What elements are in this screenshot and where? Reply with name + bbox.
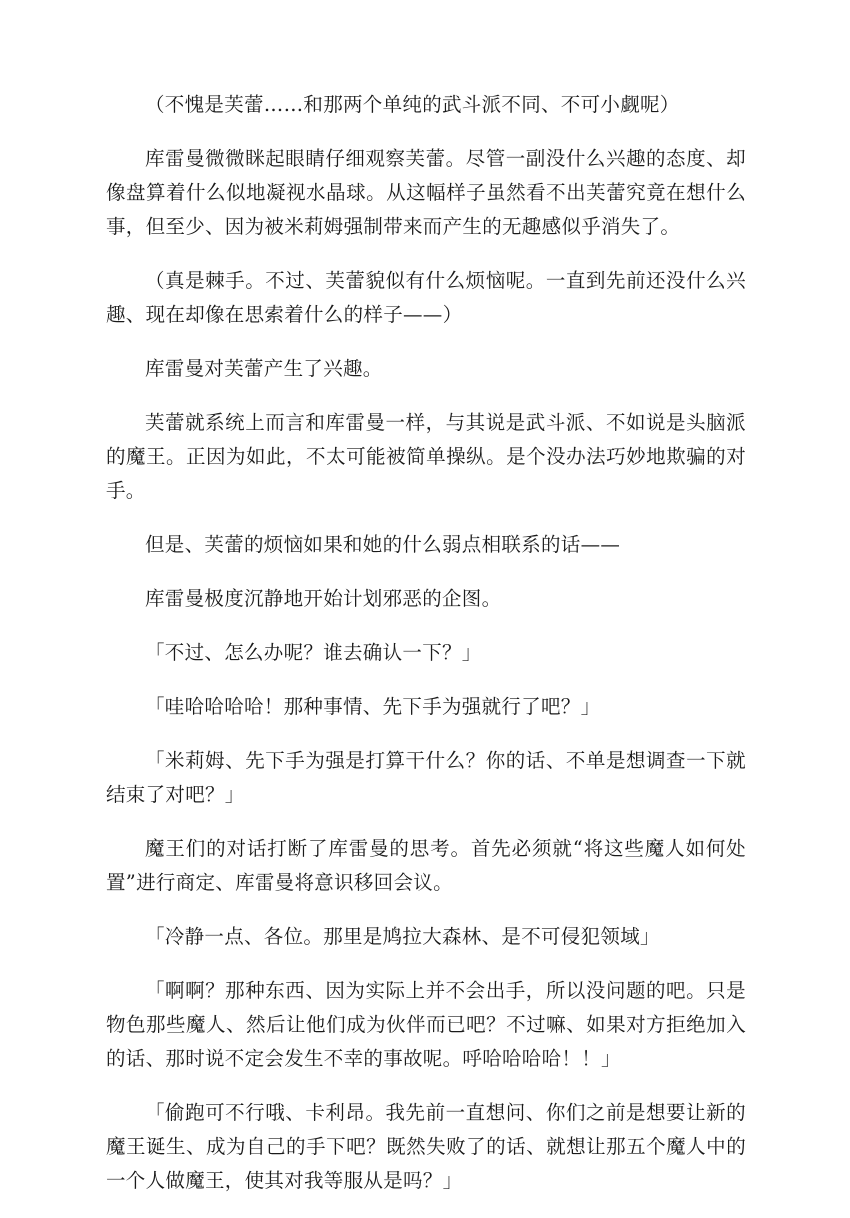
paragraph: 「米莉姆、先下手为强是打算干什么？你的话、不单是想调查一下就结束了对吧？」 xyxy=(106,749,746,806)
paragraph: 库雷曼极度沉静地开始计划邪恶的企图。 xyxy=(145,587,502,610)
paragraph: 「不过、怎么办呢？谁去确认一下？」 xyxy=(145,641,482,664)
paragraph: 但是、芙蕾的烦恼如果和她的什么弱点相联系的话—— xyxy=(145,533,621,556)
paragraph: （不愧是芙蕾……和那两个单纯的武斗派不同、不可小觑呢） xyxy=(145,93,680,116)
paragraph: 芙蕾就系统上而言和库雷曼一样，与其说是武斗派、不如说是头脑派的魔王。正因为如此，不太可能被简单操纵。是个没办法巧妙地欺骗的对手。 xyxy=(106,411,746,502)
document-page xyxy=(106,88,746,1218)
paragraph: （真是棘手。不过、芙蕾貌似有什么烦恼呢。一直到先前还没什么兴趣、现在却像在思索着什么的样子——） xyxy=(106,269,746,326)
paragraph: 「冷静一点、各位。那里是鸠拉大森林、是不可侵犯领域」 xyxy=(145,925,660,948)
paragraph: 库雷曼微微眯起眼睛仔细观察芙蕾。尽管一副没什么兴趣的态度、却像盘算着什么似地凝视水晶球。从这幅样子虽然看不出芙蕾究竟在想什么事，但至少、因为被米莉姆强制带来而产生的无趣感似乎消失了。 xyxy=(106,147,746,238)
paragraph: 库雷曼对芙蕾产生了兴趣。 xyxy=(145,357,383,380)
paragraph: 「哇哈哈哈哈！那种事情、先下手为强就行了吧？」 xyxy=(145,695,601,718)
paragraph: 「偷跑可不行哦、卡利昂。我先前一直想问、你们之前是想要让新的魔王诞生、成为自己的手下吧？既然失败了的话、就想让那五个魔人中的一个人做魔王，使其对我等服从是吗？」 xyxy=(106,1101,746,1192)
paragraph: 魔王们的对话打断了库雷曼的思考。首先必须就“将这些魔人如何处置”进行商定、库雷曼将意识移回会议。 xyxy=(106,837,746,894)
paragraph: 「啊啊？那种东西、因为实际上并不会出手，所以没问题的吧。只是物色那些魔人、然后让他们成为伙伴而已吧？不过嘛、如果对方拒绝加入的话、那时说不定会发生不幸的事故呢。呼哈哈哈哈！！」 xyxy=(106,979,746,1070)
